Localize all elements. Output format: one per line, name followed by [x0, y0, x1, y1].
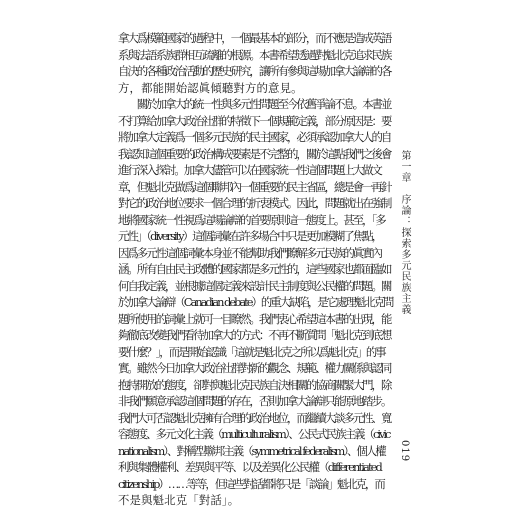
body-text [118, 30, 393, 509]
text-line: citizenship）……等等，但這些對話都將只是「談論」魁北克，而 [118, 476, 384, 491]
text-line: 於加拿大論辯（Canadian debate）的重大缺陷，是它處理魁北克問 [118, 295, 393, 309]
text-line: 不是與魁北克「對話」。 [118, 493, 240, 507]
text-line: 方，都能開始認眞傾聽對方的意見。 [118, 80, 303, 95]
running-head: 第一章 序論：探索多元民族主義 [399, 150, 410, 315]
text-line: 因爲多元性這個詞彙本身並不能幫助我們瞭解多元民族的眞實內 [118, 245, 381, 260]
text-line: 非我們願意承認這個問題的存在，否則加拿大論辯只能原地踏步。 [118, 394, 391, 408]
text-line: 何自我定義，並根據這個定義來設計民主制度與公民權的問題。關 [118, 278, 391, 293]
text-line: 拿大爲模範國家的過程中，一個最基本的部分，而不應是造成英語 [118, 31, 391, 45]
text-line: nationalism）、對稱型聯邦主義（symmetrical federalism）、個人權 [118, 443, 385, 458]
page-number: 019 [399, 440, 410, 463]
text-line: 將加拿大定義爲一個多元民族的民主國家，必須承認加拿大人的自 [118, 130, 391, 144]
text-line: 章，但魁北克做爲這個聯邦內一個重要的民主省區，總是會一再針 [118, 179, 391, 194]
text-line: 要什麼？」，而是開始認識「這就是魁北克之所以爲魁北克」的事 [118, 344, 385, 359]
text-line: 自決的各種政治活動的歷史研究，讓所有參與這場加拿大論辯的各 [118, 64, 391, 78]
text-line: 我們大可否認魁北克擁有合理的政治地位，而繼續大談多元性、寬 [118, 410, 391, 425]
text-line: 地將國家統一性視爲這場論辯的首要原則這一態度上。甚至，「多 [118, 212, 385, 227]
text-line: 涵。所有自由民主政體的國家都是多元性的，這些國家也都面臨如 [118, 262, 391, 276]
text-line: 進行深入探討。加拿大儘管可以在國家統一性這個問題上大做文 [118, 163, 381, 177]
text-line: 夠徹底改變我們看待加拿大的方式：不再不斷質問「魁北克到底想 [118, 328, 391, 342]
text-line: 關於加拿大的統一性與多元性問題至今依舊爭論不息。本書並 [118, 97, 391, 111]
text-line: 我認知這個重要的政治構成要素是不完整的，關於這點我們之後會 [118, 146, 391, 161]
text-line: 抱持開放的態度，卻對與魁北克民族自決相關的協商關緊大門，除 [118, 377, 391, 392]
text-line: 對它的政治地位要求一個合理的折衷模式。因此，問題就出在強制 [118, 196, 391, 210]
text-line: 系與法語系族群相互疏離的根源。本書希望透過對魁北克追求民族 [118, 47, 391, 62]
text-line: 題所使用的詞彙上就可一目瞭然。我們衷心希望這本書的出現，能 [118, 311, 391, 326]
text-line: 實。雖然今日加拿大政治社群對新的觀念、規範、權力關係與認同 [118, 361, 391, 375]
text-line: 利與集體權利、差異與平等、以及差異化公民權（differentiated [118, 460, 381, 474]
text-line: 不打算給加拿大政治社群的特徵下一個規範定義，部分原因是：要 [118, 113, 391, 128]
text-line: 容態度、多元文化主義（multiculturalism）、公民式民族主義（civic [118, 427, 390, 441]
text-line: 元性」（diversity）這個詞彙在許多場合中只是更加模糊了焦點， [118, 229, 382, 243]
